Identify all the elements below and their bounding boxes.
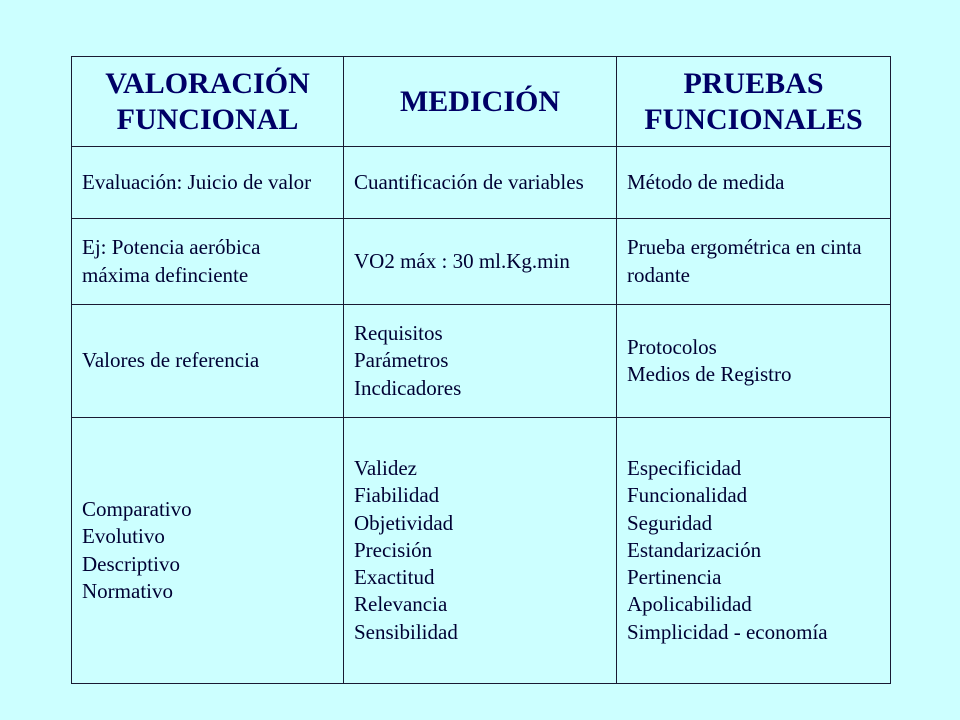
cell-line: Ej: Potencia aeróbica máxima definciente <box>82 235 261 287</box>
cell-line: Pertinencia <box>627 565 722 590</box>
table-cell <box>72 305 344 418</box>
cell-line: Requisitos <box>354 321 443 346</box>
cell-line: Prueba ergométrica en cinta rodante <box>627 235 862 287</box>
table-row <box>72 219 891 305</box>
cell-line: Objetividad <box>354 510 454 535</box>
cell-line: Apolicabilidad <box>627 592 752 617</box>
cell-line: Medios de Registro <box>627 362 792 386</box>
cell-line: Fiabilidad <box>354 483 440 508</box>
table-cell <box>344 418 617 684</box>
cell-line: Descriptivo <box>82 551 180 576</box>
table-cell <box>344 305 617 418</box>
cell-line: Precisión <box>354 537 433 562</box>
cell-line: Cuantificación de variables <box>354 169 584 194</box>
cell-line: Seguridad <box>627 510 713 535</box>
table-row <box>72 147 891 219</box>
cell-line: Valores de referencia <box>82 348 260 373</box>
cell-line: Protocolos <box>627 334 717 359</box>
cell-line: Normativo <box>82 578 173 603</box>
table-cell <box>344 147 617 219</box>
table-cell <box>72 147 344 219</box>
cell-line: Relevancia <box>354 592 448 617</box>
cell-line: Evaluación: Juicio de valor <box>82 169 312 194</box>
cell-line: Evolutivo <box>82 524 165 549</box>
cell-line: Validez <box>354 455 417 480</box>
cell-line: Exactitud <box>354 565 435 590</box>
cell-line: Método de medida <box>627 169 785 194</box>
table-cell <box>72 418 344 684</box>
cell-line: Estandarización <box>627 537 762 562</box>
cell-line: Parámetros <box>354 348 449 373</box>
cell-line: Funcionalidad <box>627 483 748 508</box>
cell-line: Sensibilidad <box>354 619 458 644</box>
header-pruebas-funcionales: PRUEBAS FUNCIONALES <box>617 57 891 147</box>
table-cell <box>617 147 891 219</box>
header-medicion: MEDICIÓN <box>344 57 617 147</box>
table-cell <box>617 418 891 684</box>
cell-line: Simplicidad - economía <box>627 619 828 644</box>
cell-line: VO2 máx : 30 ml.Kg.min <box>354 248 570 273</box>
table-cell <box>617 305 891 418</box>
table-row <box>72 418 891 684</box>
header-valoracion-funcional: VALORACIÓN FUNCIONAL <box>72 57 344 147</box>
cell-line: Incdicadores <box>354 375 462 400</box>
comparison-table <box>71 56 891 684</box>
table-cell <box>344 219 617 305</box>
table-cell <box>617 219 891 305</box>
table-row <box>72 305 891 418</box>
cell-line: Comparativo <box>82 496 192 521</box>
table-cell <box>72 219 344 305</box>
cell-line: Especificidad <box>627 455 742 480</box>
header-row <box>72 57 891 147</box>
